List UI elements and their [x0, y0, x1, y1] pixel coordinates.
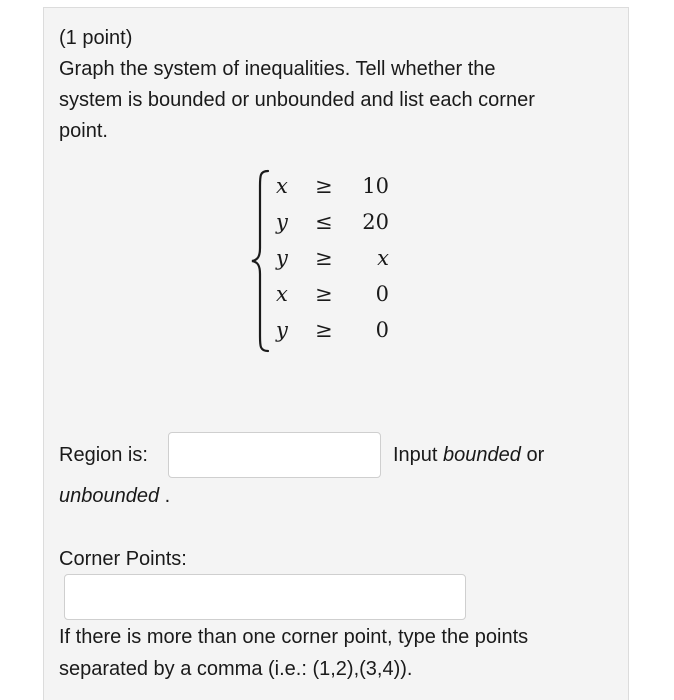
- hint-period: .: [164, 485, 171, 507]
- inequality-lhs: y: [276, 318, 288, 342]
- prompt-line-2: system is bounded or unbounded and list each corner: [59, 89, 535, 111]
- prompt-line-3: point.: [59, 120, 108, 142]
- inequality-operator: ≥: [315, 318, 333, 342]
- inequality-rhs: 20: [362, 210, 389, 234]
- inequality-row: [249, 276, 409, 312]
- corner-points-note-line-2: separated by a comma (i.e.: (1,2),(3,4)).: [59, 658, 413, 680]
- point-value: (1 point): [59, 27, 133, 49]
- inequality-rhs: 10: [362, 174, 389, 198]
- inequality-rhs: 0: [375, 282, 389, 306]
- inequality-operator: ≤: [315, 210, 333, 234]
- inequality-row: [249, 168, 409, 204]
- region-label: Region is:: [59, 444, 148, 466]
- inequality-lhs: y: [276, 246, 288, 270]
- inequality-row: [249, 312, 409, 348]
- inequality-operator: ≥: [315, 282, 333, 306]
- hint-prefix: Input: [393, 444, 438, 466]
- inequality-rhs: 0: [375, 318, 389, 342]
- corner-points-label: Corner Points:: [59, 548, 187, 570]
- hint-or: or: [526, 444, 545, 466]
- inequality-row: [249, 240, 409, 276]
- region-input[interactable]: [168, 432, 381, 478]
- corner-points-note-line-1: If there is more than one corner point, type the points: [59, 626, 529, 648]
- inequality-system: [249, 168, 409, 354]
- region-hint-continued: [59, 481, 170, 512]
- inequality-operator: ≥: [315, 174, 333, 198]
- inequality-rhs: x: [377, 246, 389, 270]
- corner-points-input[interactable]: [64, 574, 466, 620]
- hint-unbounded: unbounded: [59, 485, 160, 507]
- inequality-row: [249, 204, 409, 240]
- inequality-lhs: x: [276, 174, 288, 198]
- inequality-lhs: y: [276, 210, 288, 234]
- hint-bounded: bounded: [443, 444, 521, 466]
- prompt-line-1: Graph the system of inequalities. Tell whether the: [59, 58, 496, 80]
- inequality-operator: ≥: [315, 246, 333, 270]
- inequality-lhs: x: [276, 282, 288, 306]
- question-card: [43, 7, 629, 700]
- region-hint: [393, 440, 544, 471]
